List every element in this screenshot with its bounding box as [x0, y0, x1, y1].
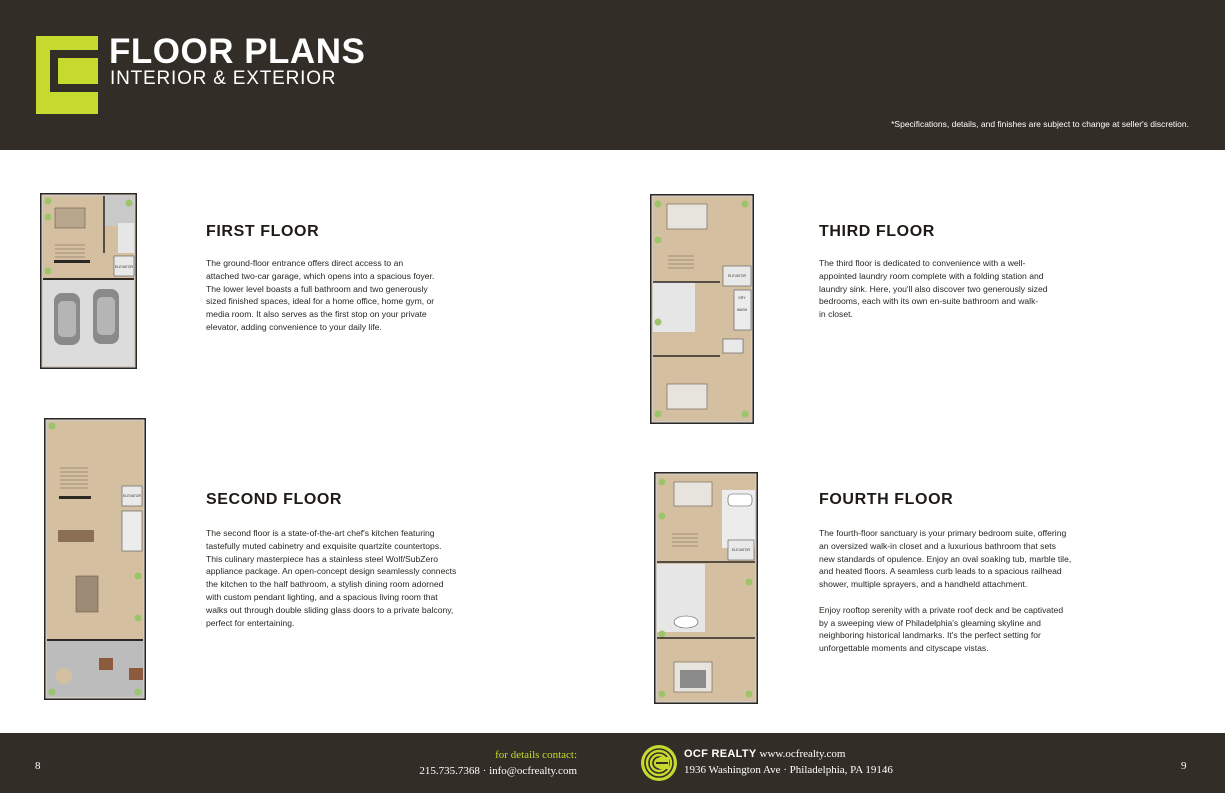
page-footer	[0, 733, 1225, 793]
third-floor-heading: THIRD FLOOR	[819, 223, 935, 240]
contact-info[interactable]: 215.735.7368 · info@ocfrealty.com	[419, 765, 577, 777]
brand-address: 1936 Washington Ave · Philadelphia, PA 19146	[684, 764, 893, 776]
page-header	[0, 0, 1225, 150]
fourth-floor-heading: FOURTH FLOOR	[819, 491, 954, 508]
third-floor-dryer-label: DRY	[738, 296, 746, 300]
first-floor-elevator-label: ELEVATOR	[114, 265, 134, 269]
brand-url[interactable]: www.ocfrealty.com	[759, 748, 846, 760]
fourth-floor-description: The fourth-floor sanctuary is your primary bedroom suite, offering an oversized walk-in closet and a luxurious bathroom that sets new standards of opulence. Enjoy an oval soaking tub, marble tile, and heated floors. A seamless curb leads to a spacious railhead shower, multiple sprayers, and a handheld attachment. Enjoy rooftop serenity with a private roof deck and be captivated by a sweeping view of Philadelphia's gleaming skyline and neighboring historical landmarks. It's the perfect setting for unforgettable moments and cityscape vistas.	[819, 528, 1072, 654]
third-floor-washer-label: WASH	[736, 308, 748, 312]
disclaimer-text: *Specifications, details, and finishes are subject to change at seller's discretion.	[891, 119, 1189, 129]
page-subtitle: INTERIOR & EXTERIOR	[110, 68, 337, 89]
second-floor-elevator-label: ELEVATOR	[122, 494, 142, 498]
brand-name: OCF REALTY	[684, 748, 757, 760]
floor-plan-logo-icon	[36, 36, 98, 114]
page-title: FLOOR PLANS	[109, 32, 366, 71]
fourth-floor-elevator-label: ELEVATOR	[731, 548, 751, 552]
first-floor-description: The ground-floor entrance offers direct access to an attached two-car garage, which opens into a spacious foyer. The lower level boasts a full bathroom and two generously sized finished spaces, ideal for a home office, home gym, or media room. It also serves as the first stop on your private elevator, adding convenience to your daily life.	[206, 258, 435, 332]
brand-line	[684, 748, 845, 760]
page-number-left: 8	[35, 760, 41, 772]
second-floor-description: The second floor is a state-of-the-art chef's kitchen featuring tastefully muted cabinetry and exquisite quartzite countertops. This culinary masterpiece has a stainless steel Wolf/SubZero appliance package. An open-concept design seamlessly connects the kitchen to the half bathroom, a stylish dining room adorned with custom pendant lighting, and a spacious living room that walks out through double sliding glass doors to a private balcony, perfect for entertaining.	[206, 528, 457, 628]
page-number-right: 9	[1181, 760, 1187, 772]
ocf-realty-logo-icon	[640, 744, 678, 782]
first-floor-plan	[40, 193, 137, 369]
third-floor-plan	[650, 194, 754, 424]
fourth-floor-plan	[654, 472, 758, 704]
third-floor-description: The third floor is dedicated to convenience with a well- appointed laundry room complete with a folding station and laundry sink. Here, you'll also discover two generously sized bedrooms, each with its own en-suite bathroom and walk- in closet.	[819, 258, 1048, 320]
third-floor-elevator-label: ELEVATOR	[727, 274, 747, 278]
first-floor-heading: FIRST FLOOR	[206, 223, 320, 240]
second-floor-heading: SECOND FLOOR	[206, 491, 343, 508]
second-floor-plan	[44, 418, 146, 700]
contact-label: for details contact:	[495, 749, 577, 761]
